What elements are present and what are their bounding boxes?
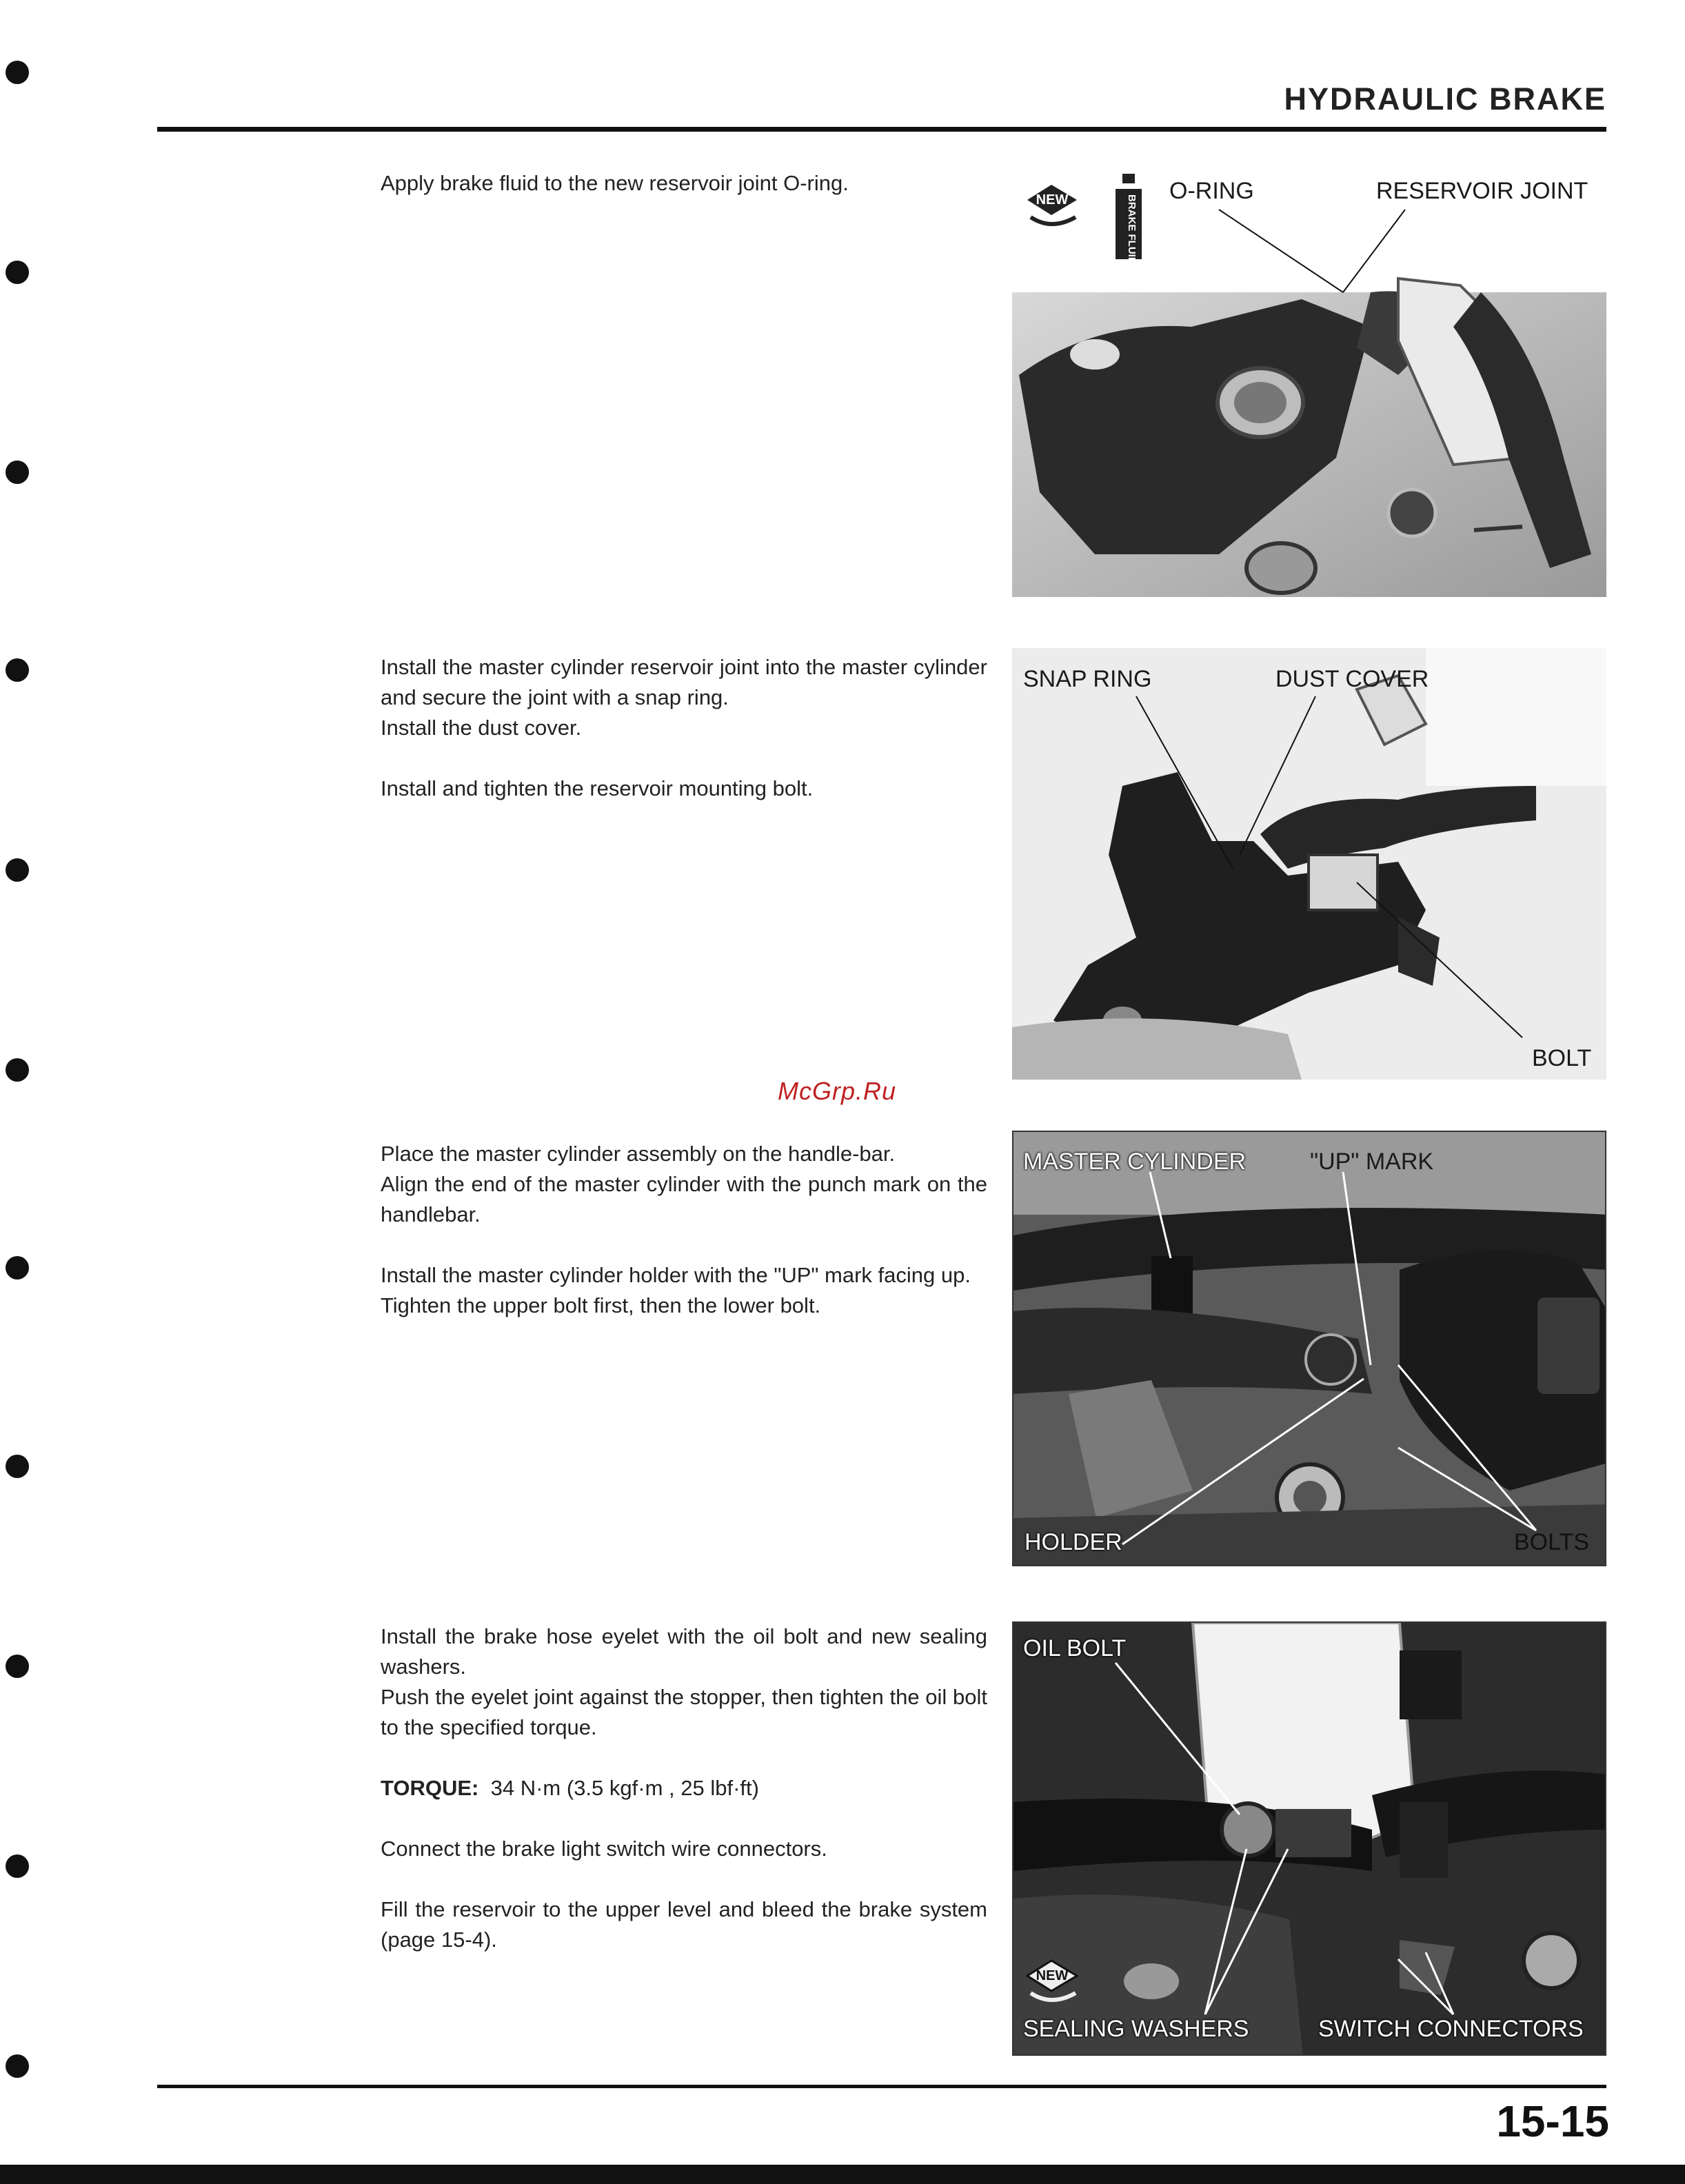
paragraph: Install the master cylinder reservoir joint into the master cylinder and secure the joint with a snap ring.: [381, 655, 987, 709]
paragraph: Install the dust cover.: [381, 716, 582, 740]
torque-value: 34 N·m (3.5 kgf·m , 25 lbf·ft): [490, 1776, 759, 1800]
label-reservoir-joint: RESERVOIR JOINT: [1376, 178, 1588, 204]
label-dust-cover: DUST COVER: [1275, 666, 1429, 692]
label-sealing-washers: SEALING WASHERS: [1023, 2016, 1249, 2042]
paragraph: Install the brake hose eyelet with the oil bolt and new sealing washers.: [381, 1624, 987, 1679]
paragraph: Fill the reservoir to the upper level and bleed the brake system (page 15-4).: [381, 1897, 987, 1952]
torque-label: TORQUE:: [381, 1776, 479, 1800]
label-bolts: BOLTS: [1514, 1529, 1589, 1555]
paragraph: Align the end of the master cylinder with the punch mark on the handlebar.: [381, 1172, 987, 1226]
page-number: 15-15: [1496, 2096, 1609, 2146]
label-bolt: BOLT: [1532, 1045, 1592, 1071]
binder-hole: [6, 61, 29, 84]
page-header-title: HYDRAULIC BRAKE: [1284, 81, 1606, 117]
scan-edge-bar: [0, 2165, 1685, 2184]
label-holder: HOLDER: [1025, 1529, 1122, 1555]
label-snap-ring: SNAP RING: [1023, 666, 1152, 692]
paragraph: Push the eyelet joint against the stopper, then tighten the oil bolt to the specified torque.: [381, 1685, 987, 1739]
binder-hole: [6, 2054, 29, 2078]
leader-lines-4: [1012, 1621, 1606, 2056]
binder-hole: [6, 1655, 29, 1678]
binder-hole: [6, 858, 29, 882]
new-icon-label: NEW: [1036, 192, 1069, 208]
binder-hole: [6, 1455, 29, 1478]
label-up-mark: "UP" MARK: [1310, 1149, 1434, 1175]
footer-rule: [157, 2085, 1606, 2088]
leader-lines-3: [1012, 1131, 1606, 1566]
leader-lines-2: [1012, 648, 1606, 1080]
binder-hole: [6, 461, 29, 484]
brake-fluid-label: BRAKE FLUID: [1126, 194, 1138, 263]
label-master-cylinder: MASTER CYLINDER: [1023, 1149, 1247, 1175]
paragraph: Apply brake fluid to the new reservoir joint O-ring.: [381, 171, 849, 195]
paragraph: Tighten the upper bolt first, then the lower bolt.: [381, 1293, 821, 1317]
paragraph: Install the master cylinder holder with the "UP" mark facing up.: [381, 1263, 971, 1287]
binder-hole: [6, 1058, 29, 1082]
new-icon-label: NEW: [1036, 1968, 1069, 1983]
header-rule: [157, 127, 1606, 132]
paragraph: Connect the brake light switch wire connectors.: [381, 1837, 827, 1861]
label-o-ring: O-RING: [1169, 178, 1254, 204]
binder-hole: [6, 1854, 29, 1878]
binder-hole: [6, 1256, 29, 1280]
label-switch-connectors: SWITCH CONNECTORS: [1318, 2016, 1584, 2042]
paragraph: Install and tighten the reservoir mounting bolt.: [381, 776, 814, 800]
section-4-text: [381, 1621, 987, 1955]
label-oil-bolt: OIL BOLT: [1023, 1635, 1127, 1661]
torque-spec: [381, 1773, 987, 1803]
binder-hole: [6, 658, 29, 682]
leader-lines-1: [1012, 168, 1606, 597]
watermark: McGrp.Ru: [778, 1077, 897, 1105]
binder-hole: [6, 261, 29, 284]
section-2-text: [381, 652, 987, 804]
section-3-text: [381, 1139, 987, 1321]
paragraph: Place the master cylinder assembly on the handle-bar.: [381, 1142, 896, 1166]
section-1-text: [381, 168, 987, 199]
